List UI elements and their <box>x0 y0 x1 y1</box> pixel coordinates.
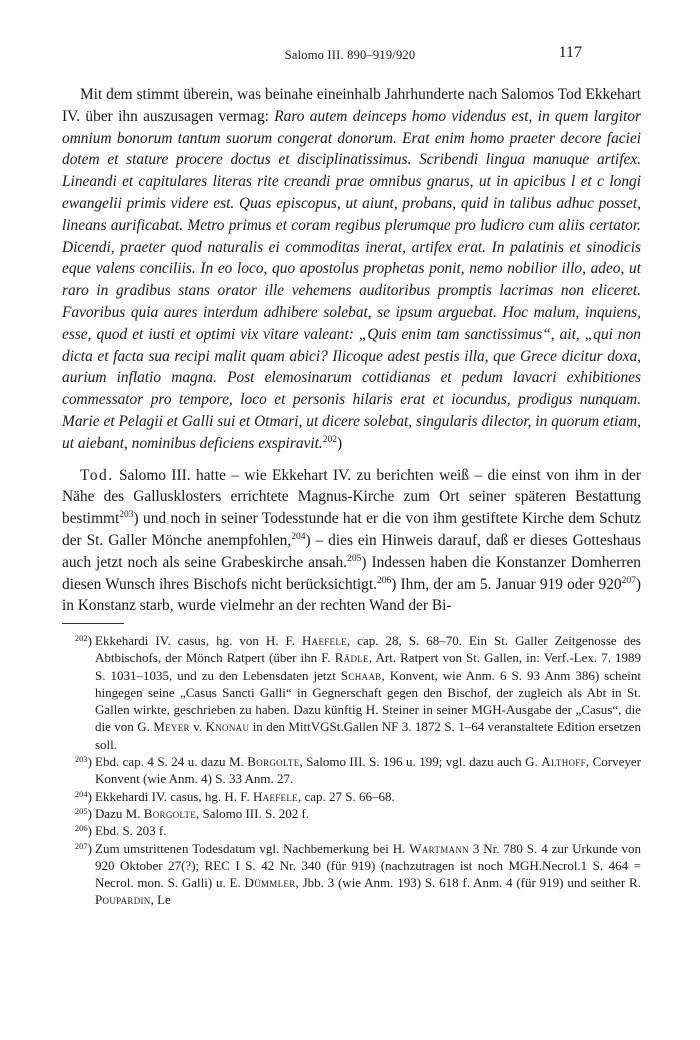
footnote-ref-206[interactable]: 206 <box>377 575 392 586</box>
footnote-text: Zum umstrittenen Todesdatum vgl. Nachbemerkung bei H. Wartmann 3 Nr. 780 S. 4 zur Urkunde von 920 Oktober 27(?); REC I S. 42 Nr. 340 (für 919) (nachzutragen ist noch MGH.Necrol.1 S. 464 = Necrol. mon. S. Galli) u. E. Dümmler, Jbb. 3 (wie Anm. 193) S. 618 f. Anm. 4 (für 919) und seither R. Poupardin, Le <box>95 840 641 908</box>
footnotes <box>62 632 641 909</box>
footnote-number-value: 204 <box>74 788 88 799</box>
running-head: Salomo III. 890–919/920 <box>284 48 416 62</box>
footnote-text: Ebd. cap. 4 S. 24 u. dazu M. Borgolte, Salomo III. S. 196 u. 199; vgl. dazu auch G. Althoff, Corveyer Konvent (wie Anm. 4) S. 33 Anm. 27. <box>95 754 642 787</box>
footnote-number: $^{203}$) <box>74 754 92 770</box>
footnote-ref-202[interactable]: 202 <box>322 434 337 445</box>
footnote-ref-204[interactable]: 204 <box>291 531 306 542</box>
footnote-text: Dazu M. Borgolte, Salomo III. S. 202 f. <box>95 805 310 821</box>
page-number: 117 <box>558 44 582 61</box>
latin-quotation: Raro autem deinceps homo videndus est, in quem largitor omnium bonorum tantum suorum congerat donorum. Erat enim homo praeter decore faciei dotem et stature procere doctus et disciplinatissimus. Scribendi lingua manuque artifex. Lineandi et capitulares literas rite creandi prae omnibus gnarus, ut in apicibus l et c longi ewangelii primis videre est. Quas episcopus, ut aiunt, probans, quid in talibus adhuc posset, lineans aurificabat. Metro primus et coram regibus plerumque pro ludicro cum aliis certator. Dicendi, praeter quod naturalis ei commoditas inerat, artifex erat. In palatinis et sinodicis eque valens conciliis. In eo loco, quo apostolus prophetas ponit, nemo nobilior illo, adeo, ut raro in gradibus stans orator ille vehemens auditoribus promptis lacrimas non eliceret. Favoribus quia aures interdum adhibere solebat, se ipsum arguebat. Hoc malum, inquiens, esse, quod et iusti et optimi vix vitare valeant: „Quis enim tam sanctissimus“, ait, „qui non dicta et facta sua recipi malit quam abici? Ilicoque adest pestis illa, que Grece dicitur doxa, aurium inflatio magna. Post elemosinarum cottidianas et pedum lavacri exhibitiones commessator pro tempore, loco et personis hilaris erat et iocundus, prodigus nunquam. Marie et Pelagii et Galli sui et Otmari, ut dicere solebat, singularis dilector, in quorum etiam, ut aiebant, nominibus deficiens exspiravit. <box>62 107 641 452</box>
footnote-ref-205[interactable]: 205 <box>347 553 362 564</box>
footnote-204 <box>62 788 641 805</box>
footnote-ref-207[interactable]: 207 <box>621 575 636 586</box>
footnote-203 <box>62 753 641 788</box>
footnote-number-value: 203 <box>74 754 88 765</box>
paragraph-ekkehart-quote: Mit dem stimmt überein, was beinahe eineinhalb Jahrhunderte nach Salomos Tod Ekkehart IV. über ihn auszusagen vermag: Raro autem deinceps homo videndus est, in quem largitor omnium bonorum tantum suorum congerat donorum. Erat enim homo praeter decore faciei dotem et stature procere doctus et disciplinatissimus. Scribendi lingua manuque artifex. Lineandi et capitulares literas rite creandi prae omnibus gnarus, ut in apicibus l et c longi ewangelii primis videre est. Quas episcopus, ut aiunt, probans, quid in talibus adhuc posset, lineans aurificabat. Metro primus et coram regibus plerumque pro ludicro cum aliis certator. Dicendi, praeter quod naturalis ei commoditas inerat, artifex erat. In palatinis et sinodicis eque valens conciliis. In eo loco, quo apostolus prophetas ponit, nemo nobilior illo, adeo, ut raro in gradibus stans orator ille vehemens auditoribus promptis lacrimas non eliceret. Favoribus quia aures interdum adhibere solebat, se ipsum arguebat. Hoc malum, inquiens, esse, quod et iusti et optimi vix vitare valeant: „Quis enim tam sanctissimus“, ait, „qui non dicta et facta sua recipi malit quam abici? Ilicoque adest pestis illa, que Grece dicitur doxa, aurium inflatio magna. Post elemosinarum cottidianas et pedum lavacri exhibitiones commessator pro tempore, loco et personis hilaris erat et iocundus, prodigus nunquam. Marie et Pelagii et Galli sui et Otmari, ut dicere solebat, singularis dilector, in quorum etiam, ut aiebant, nominibus deficiens exspiravit.$^{202}$) <box>62 86 641 452</box>
footnote-number: $^{207}$) <box>74 840 92 856</box>
footnote-202 <box>62 632 641 753</box>
footnote-206 <box>62 822 641 839</box>
footnote-number: $^{206}$) <box>74 823 92 839</box>
footnote-number: $^{205}$) <box>74 805 92 821</box>
footnote-number: $^{202}$) <box>74 633 92 648</box>
footnote-number-value: 202 <box>74 633 88 643</box>
footnote-text: Ekkehardi IV. casus, hg. von H. F. Haefele, cap. 28, S. 68–70. Ein St. Galler Zeitgenosse des Abtbischofs, der Mönch Ratpert (über ihn F. Rädle, Art. Ratpert von St. Gallen, in: Verf.-Lex. 7. 1989 S. 1031–1035, und zu den Lebensdaten jetzt Schaab, Konvent, wie Anm. 6 S. 93 Anm 386) scheint hingegen seine „Casus Sancti Galli“ in Gegnerschaft gegen den Bischof, der zugleich als Abt in St. Gallen wirkte, geschrieben zu haben. Dazu künftig H. Steiner in seiner MGH-Ausgabe der „Casus“, die die von G. Meyer v. Knonau in den MittVGSt.Gallen NF 3. 1872 S. 1–64 veranstaltete Edition ersetzen soll. <box>95 633 642 752</box>
footnote-text: Ebd. S. 203 f. <box>95 823 167 839</box>
footnote-number-value: 207 <box>74 840 88 851</box>
footnote-separator <box>62 623 124 624</box>
footnote-number: $^{204}$) <box>74 788 92 804</box>
footnote-ref-203[interactable]: 203 <box>119 510 134 521</box>
paragraph-tod: Tod. Salomo III. hatte – wie Ekkehart IV. zu berichten weiß – die einst von ihm in der Nähe des Gallusklosters errichtete Magnus-Kirche zum Ort seiner späteren Bestattung bestimmt$^{203}$) und noch in seiner Todesstunde hat er die von ihm gestiftete Kirche dem Schutz der St. Galler Mönche anempfohlen,$^{204}$) – dies ein Hinweis darauf, daß er dieses Gotteshaus auch jetzt noch als seine Grabeskirche ansah.$^{205}$) Indessen haben die Konstanzer Domherren diesen Wunsch ihres Bischofs nicht berücksichtigt.$^{206}$) Ihm, der am 5. Januar 919 oder 920$^{207}$) in Konstanz starb, wurde vielmehr an der rechten Wand der Bi- <box>62 466 641 615</box>
section-marker-tod: Tod. <box>80 466 114 484</box>
footnote-205 <box>62 805 641 822</box>
main-text <box>62 84 641 617</box>
footnote-text: Ekkehardi IV. casus, hg. H. F. Haefele, cap. 27 S. 66–68. <box>95 788 395 804</box>
footnote-number-value: 206 <box>74 823 88 834</box>
footnote-207 <box>62 840 641 909</box>
footnote-number-value: 205 <box>74 805 88 816</box>
